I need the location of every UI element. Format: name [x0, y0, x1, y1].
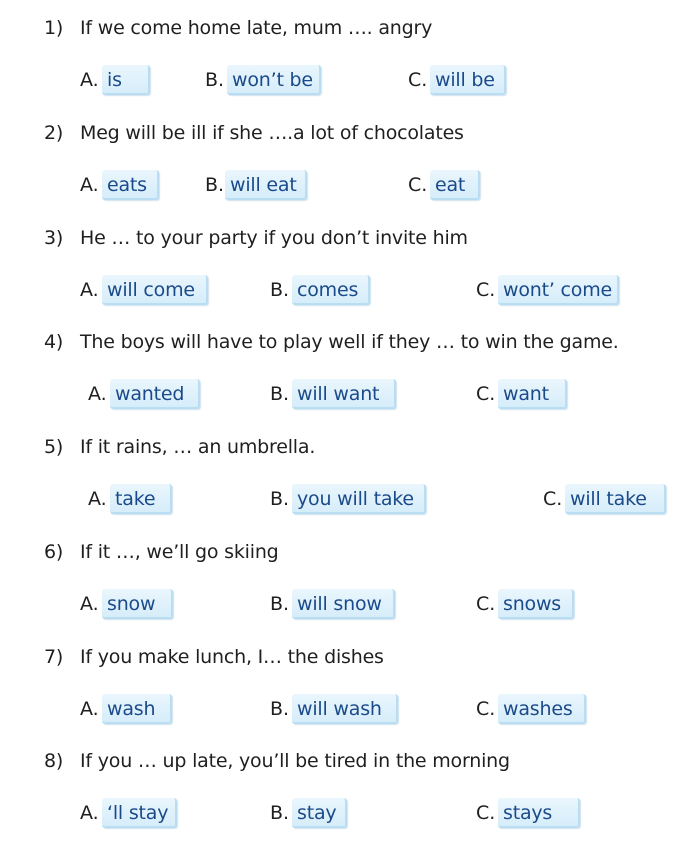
option-letter: B. — [270, 698, 290, 720]
option-letter: A. — [80, 69, 99, 91]
question-5 — [44, 435, 315, 459]
answer-box[interactable]: won’t be — [227, 65, 321, 95]
answer-box[interactable]: wanted — [110, 379, 200, 409]
question-text: The boys will have to play well if they … to win the game. — [80, 331, 619, 353]
answer-box[interactable]: is — [102, 65, 150, 95]
question-number: 3) — [44, 227, 64, 249]
option-letter: A. — [80, 698, 99, 720]
option-letter: C. — [476, 698, 496, 720]
question-6 — [44, 540, 279, 564]
question-number: 6) — [44, 541, 64, 563]
answer-box[interactable]: you will take — [292, 484, 426, 514]
option-letter: B. — [270, 383, 290, 405]
option-letter: B. — [205, 69, 225, 91]
question-text: He … to your party if you don’t invite him — [80, 227, 468, 249]
question-number: 1) — [44, 17, 64, 39]
question-text: If we come home late, mum …. angry — [80, 17, 433, 39]
answer-box[interactable]: ‘ll stay — [102, 798, 177, 828]
question-8 — [44, 749, 510, 773]
answer-box[interactable]: will take — [565, 484, 666, 514]
option-letter: C. — [543, 488, 563, 510]
answer-box[interactable]: wont’ come — [498, 275, 619, 305]
question-4 — [44, 330, 619, 354]
answer-box[interactable]: snows — [498, 589, 574, 619]
answer-box[interactable]: will snow — [292, 589, 395, 619]
option-letter: A. — [80, 802, 99, 824]
option-letter: C. — [476, 593, 496, 615]
option-letter: A. — [88, 488, 107, 510]
question-text: If you make lunch, I… the dishes — [80, 646, 384, 668]
answer-box[interactable]: will wash — [292, 694, 398, 724]
answer-box[interactable]: washes — [498, 694, 586, 724]
option-letter: C. — [408, 174, 428, 196]
question-2 — [44, 121, 464, 145]
answer-box[interactable]: take — [110, 484, 172, 514]
question-7 — [44, 645, 384, 669]
question-3 — [44, 226, 468, 250]
question-number: 7) — [44, 646, 64, 668]
option-letter: B. — [270, 802, 290, 824]
answer-box[interactable]: snow — [102, 589, 173, 619]
answer-box[interactable]: will come — [102, 275, 208, 305]
option-letter: B. — [270, 593, 290, 615]
option-letter: A. — [88, 383, 107, 405]
question-text: Meg will be ill if she ….a lot of chocolates — [80, 122, 464, 144]
option-letter: B. — [270, 488, 290, 510]
question-number: 8) — [44, 750, 64, 772]
option-letter: B. — [205, 174, 225, 196]
question-number: 5) — [44, 436, 64, 458]
answer-box[interactable]: want — [498, 379, 567, 409]
question-number: 2) — [44, 122, 64, 144]
option-letter: A. — [80, 279, 99, 301]
question-text: If you … up late, you’ll be tired in the morning — [80, 750, 510, 772]
option-letter: C. — [476, 383, 496, 405]
option-letter: B. — [270, 279, 290, 301]
question-number: 4) — [44, 331, 64, 353]
question-1 — [44, 16, 432, 40]
answer-box[interactable]: stay — [292, 798, 347, 828]
answer-box[interactable]: stays — [498, 798, 580, 828]
answer-box[interactable]: will be — [430, 65, 506, 95]
option-letter: C. — [476, 279, 496, 301]
option-letter: A. — [80, 174, 99, 196]
answer-box[interactable]: wash — [102, 694, 172, 724]
answer-box[interactable]: eats — [102, 170, 159, 200]
answer-box[interactable]: will want — [292, 379, 396, 409]
option-letter: C. — [476, 802, 496, 824]
answer-box[interactable]: eat — [430, 170, 480, 200]
option-letter: C. — [408, 69, 428, 91]
answer-box[interactable]: comes — [292, 275, 370, 305]
question-text: If it …, we’ll go skiing — [80, 541, 279, 563]
option-letter: A. — [80, 593, 99, 615]
answer-box[interactable]: will eat — [225, 170, 307, 200]
question-text: If it rains, … an umbrella. — [80, 436, 316, 458]
